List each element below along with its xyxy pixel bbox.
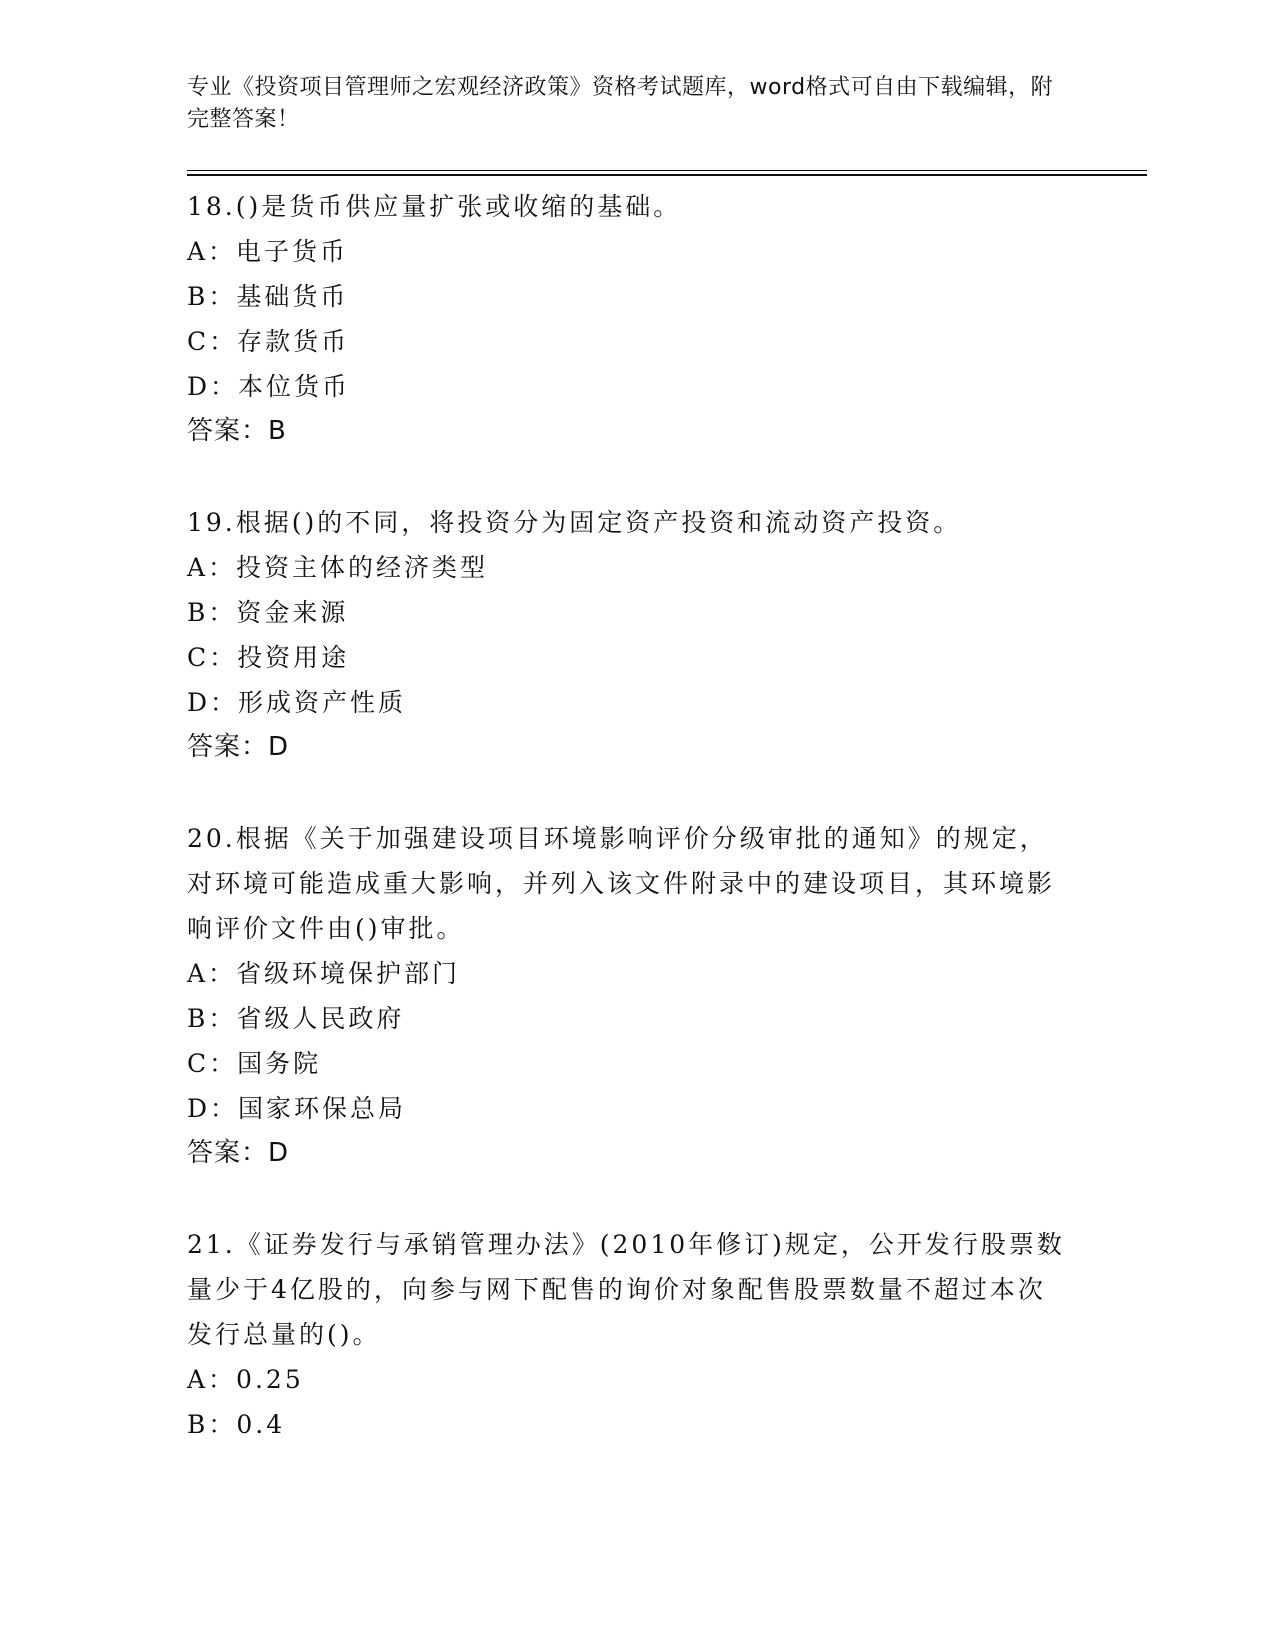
option-b: B：基础货币	[187, 282, 349, 311]
option-b: B：0.4	[187, 1410, 286, 1439]
option-b: B：省级人民政府	[187, 1004, 405, 1033]
option-a: A：0.25	[187, 1365, 304, 1394]
option-c: C：国务院	[187, 1049, 322, 1078]
question-18	[187, 184, 1147, 454]
document-page	[187, 72, 1147, 1493]
document-header: 专业《投资项目管理师之宏观经济政策》资格考试题库，word格式可自由下载编辑，附完整答案！	[187, 75, 1054, 132]
question-stem: 19.根据()的不同，将投资分为固定资产投资和流动资产投资。	[187, 508, 962, 537]
question-20	[187, 816, 1147, 1176]
header-rule-thick	[187, 174, 1147, 176]
option-a: A：电子货币	[187, 237, 349, 266]
header-rule-thin	[187, 170, 1147, 171]
option-c: C：投资用途	[187, 643, 350, 672]
option-a: A：投资主体的经济类型	[187, 553, 489, 582]
question-21	[187, 1222, 1147, 1447]
answer: 答案：D	[187, 732, 290, 762]
option-d: D：本位货币	[187, 372, 351, 401]
question-list	[187, 184, 1147, 1447]
option-c: C：存款货币	[187, 327, 350, 356]
option-d: D：形成资产性质	[187, 688, 407, 717]
question-stem: 20.根据《关于加强建设项目环境影响评价分级审批的通知》的规定，对环境可能造成重大影响，并列入该文件附录中的建设项目，其环境影响评价文件由()审批。	[187, 824, 1056, 943]
answer: 答案：D	[187, 1138, 290, 1168]
option-b: B：资金来源	[187, 598, 349, 627]
question-stem: 21.《证券发行与承销管理办法》(2010年修订)规定，公开发行股票数量少于4亿股的，向参与网下配售的询价对象配售股票数量不超过本次发行总量的()。	[187, 1230, 1065, 1349]
option-a: A：省级环境保护部门	[187, 959, 461, 988]
option-d: D：国家环保总局	[187, 1094, 407, 1123]
question-19	[187, 500, 1147, 770]
answer: 答案：B	[187, 416, 287, 446]
question-stem: 18.()是货币供应量扩张或收缩的基础。	[187, 192, 682, 221]
